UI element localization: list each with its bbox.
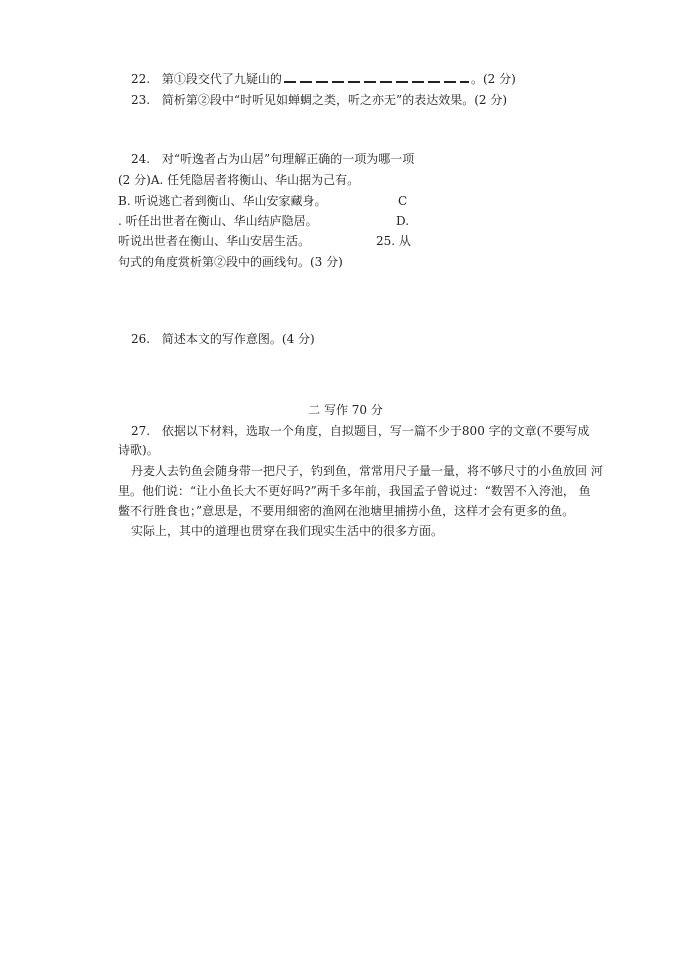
question-text: 第①段交代了九疑山的 bbox=[161, 72, 282, 86]
question-number: 27. bbox=[131, 424, 151, 438]
option-text: (2 分)A. 任凭隐居者将衡山、华山据为己有。 bbox=[118, 173, 360, 187]
question-number: 22. bbox=[131, 72, 151, 86]
question-22 bbox=[131, 71, 516, 87]
question-27-continued bbox=[118, 442, 159, 458]
question-text: 简述本文的写作意图。(4 分) bbox=[161, 332, 315, 346]
question-24-option-c bbox=[118, 213, 318, 229]
option-label: D. bbox=[396, 214, 410, 228]
option-text: 听说出世者在衡山、华山安居生活。 bbox=[118, 234, 311, 248]
paragraph-text: 鳖不行胜食也；”意思是，不要用细密的渔网在池塘里捕捞小鱼，这样才会有更多的鱼。 bbox=[118, 504, 575, 518]
paragraph-text: 丹麦人去钓鱼会随身带一把尺子，钓到鱼，常常用尺子量一量，将不够尺寸的小鱼放回 河 bbox=[131, 464, 603, 478]
question-text: 对“听逸者占为山居”句理解正确的一项为哪一项 bbox=[161, 152, 415, 166]
question-text: 句式的角度赏析第②段中的画线句。(3 分) bbox=[118, 255, 343, 269]
question-24-option-d bbox=[118, 233, 310, 249]
question-25 bbox=[118, 254, 343, 270]
question-25-number bbox=[376, 233, 411, 249]
question-text: 诗歌)。 bbox=[118, 443, 159, 457]
question-text: 依据以下材料，选取一个角度，自拟题目，写一篇不少于800 字的文章(不要写成 bbox=[161, 424, 590, 438]
option-text: . 听任出世者在衡山、华山结庐隐居。 bbox=[118, 214, 318, 228]
question-number: 23. bbox=[131, 93, 151, 107]
material-paragraph-1-line-3 bbox=[118, 503, 574, 519]
question-24-option-a bbox=[118, 172, 359, 188]
material-paragraph-1-line-1 bbox=[131, 463, 603, 479]
question-26 bbox=[131, 331, 315, 347]
paragraph-text: 实际上，其中的道理也贯穿在我们现实生活中的很多方面。 bbox=[131, 524, 444, 538]
section-heading bbox=[0, 402, 691, 418]
question-score: 。(2 分) bbox=[470, 72, 516, 86]
question-text: 简析第②段中“时听见如蝉蜩之类，听之亦无”的表达效果。(2 分) bbox=[161, 93, 508, 107]
question-number: 25. 从 bbox=[376, 234, 411, 248]
material-paragraph-1-line-2 bbox=[118, 483, 591, 499]
question-number: 24. bbox=[131, 152, 151, 166]
answer-blank bbox=[284, 76, 469, 83]
option-text: B. 听说逃亡者到衡山、华山安家藏身。 bbox=[118, 194, 327, 208]
question-24-option-d-label bbox=[396, 213, 409, 229]
option-label: C bbox=[398, 194, 408, 208]
question-27 bbox=[131, 423, 589, 439]
question-23 bbox=[131, 92, 507, 108]
question-24-stem bbox=[131, 151, 414, 167]
question-24-option-b bbox=[118, 193, 326, 209]
question-number: 26. bbox=[131, 332, 151, 346]
paragraph-text: 里。他们说：“让小鱼长大不更好吗?”两千多年前，我国孟子曾说过：“数罟不入洿池， 鱼 bbox=[118, 484, 591, 498]
question-24-option-c-label bbox=[398, 193, 407, 209]
section-title: 二 写作 70 分 bbox=[308, 403, 383, 417]
material-paragraph-2 bbox=[131, 523, 443, 539]
